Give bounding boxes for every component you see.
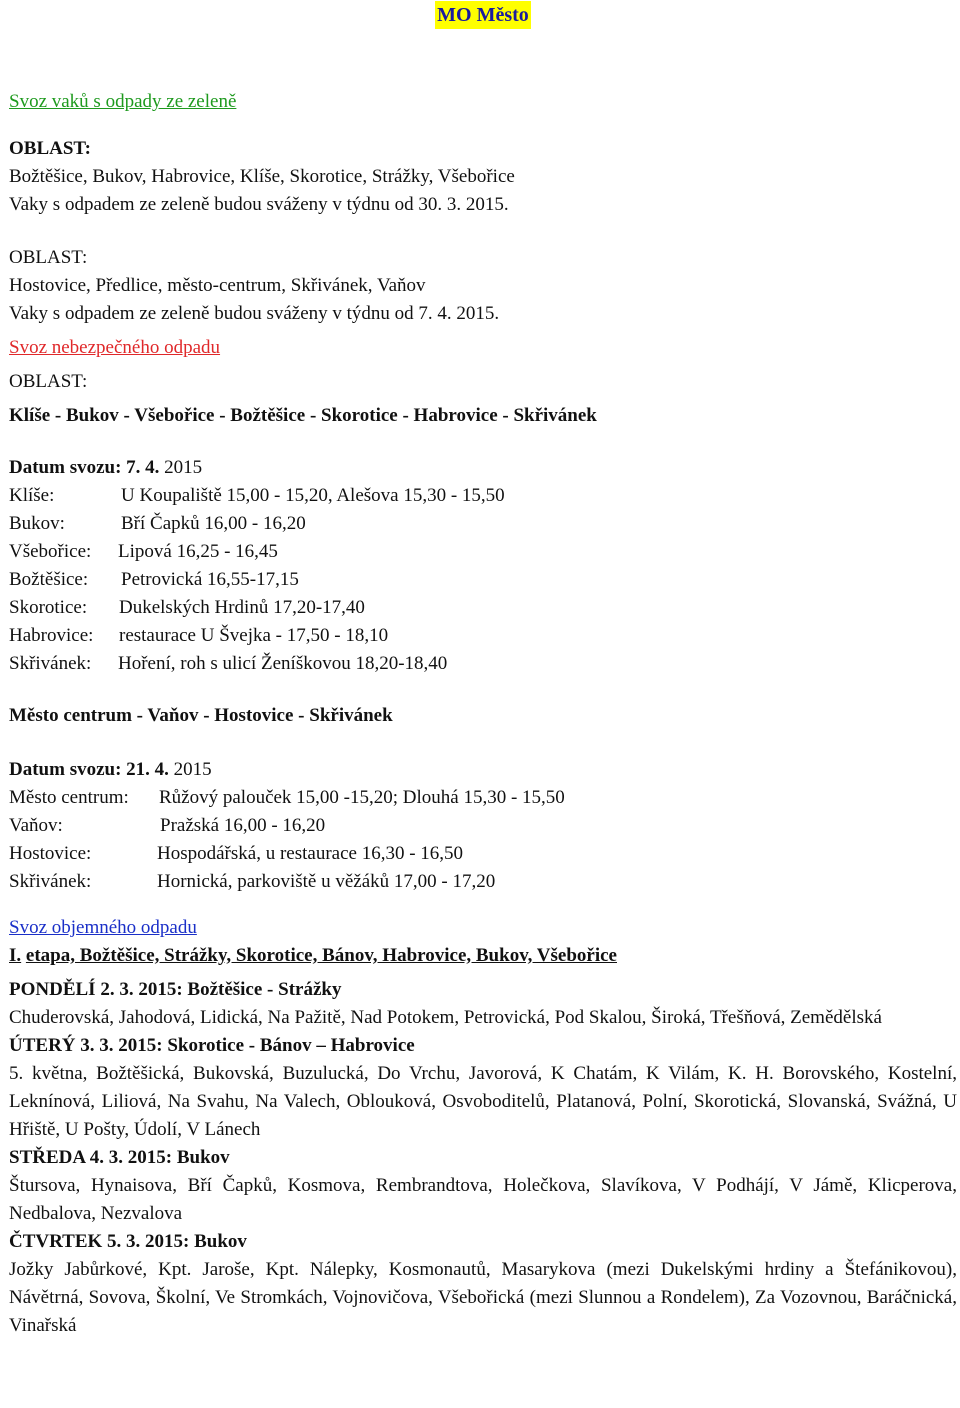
stop-detail: restaurace U Švejka - 17,50 - 18,10 — [119, 625, 389, 646]
stage-text: etapa, Božtěšice, Strážky, Skorotice, Bánov, Habrovice, Bukov, Všebořice — [25, 945, 617, 966]
stop-place: Všebořice: — [9, 541, 92, 562]
area-label: OBLAST: — [9, 138, 92, 159]
stop-detail: Hospodářská, u restaurace 16,30 - 16,50 — [157, 843, 464, 864]
stop-detail: U Koupaliště 15,00 - 15,20, Alešova 15,30 - 15,50 — [121, 485, 505, 506]
page-title: MO Město — [435, 1, 531, 29]
stop-place: Hostovice: — [9, 843, 92, 864]
stop-detail: Dukelských Hrdinů 17,20-17,40 — [119, 597, 365, 618]
day-title: PONDĚLÍ 2. 3. 2015: Božtěšice - Strážky — [9, 979, 342, 1000]
stop-place: Vaňov: — [9, 815, 63, 836]
stop-row — [9, 650, 957, 678]
stop-place: Skorotice: — [9, 597, 88, 618]
stop-row — [9, 840, 957, 868]
stop-detail: Pražská 16,00 - 16,20 — [160, 815, 326, 836]
collection-date — [9, 756, 957, 784]
stop-place: Skřivánek: — [9, 653, 92, 674]
green-waste-heading: Svoz vaků s odpady ze zeleně — [9, 91, 237, 112]
stop-place: Skřivánek: — [9, 871, 92, 892]
area-places: Božtěšice, Bukov, Habrovice, Klíše, Skorotice, Strážky, Všebořice — [9, 166, 515, 187]
day-streets: 5. května, Božtěšická, Bukovská, Buzulucká, Do Vrchu, Javorová, K Chatám, K Vilám, K. H. Borovského, Kostelní, Leknínová, Liliová, Na Svahu, Na Valech, Oblouková, Osvoboditelů, Platanová, Polní, Skorotická, Slovanská, Svážná, U Hřiště, U Pošty, Údolí, V Lánech — [9, 1063, 957, 1140]
day-title: STŘEDA 4. 3. 2015: Bukov — [9, 1147, 230, 1168]
day-streets: Chuderovská, Jahodová, Lidická, Na Pažitě, Nad Potokem, Petrovická, Pod Skalou, Široká, Třešňová, Zemědělská — [9, 1007, 882, 1028]
stop-detail: Lipová 16,25 - 16,45 — [118, 541, 278, 562]
stop-detail: Petrovická 16,55-17,15 — [121, 569, 299, 590]
area-label: OBLAST: — [9, 247, 88, 268]
area-note: Vaky s odpadem ze zeleně budou sváženy v týdnu od 7. 4. 2015. — [9, 303, 500, 324]
title-wrap — [9, 0, 957, 32]
stage-number: I. — [9, 945, 22, 966]
stage-heading — [9, 942, 957, 970]
stop-place: Klíše: — [9, 485, 55, 506]
stop-detail: Růžový palouček 15,00 -15,20; Dlouhá 15,30 - 15,50 — [159, 787, 565, 808]
day-streets: Štursova, Hynaisova, Bří Čapků, Kosmova, Rembrandtova, Holečkova, Slavíkova, V Podhájí, V Jámě, Klicperova, Nedbalova, Nezvalova — [9, 1175, 957, 1224]
area-places: Hostovice, Předlice, město-centrum, Skřivánek, Vaňov — [9, 275, 426, 296]
hazardous-waste-heading: Svoz nebezpečného odpadu — [9, 337, 221, 358]
day-streets: Jožky Jabůrkové, Kpt. Jaroše, Kpt. Nálepky, Kosmonautů, Masarykova (mezi Dukelskými hrdiny a Štefánikovou), Návětrná, Sovova, Školní, Ve Stromkách, Vojnovičova, Všebořická (mezi Slunnou a Rondelem), Za Vozovnou, Baráčnická, Vinařská — [9, 1259, 957, 1336]
stop-row — [9, 510, 957, 538]
area-note: Vaky s odpadem ze zeleně budou sváženy v týdnu od 30. 3. 2015. — [9, 194, 509, 215]
day-title: ČTVRTEK 5. 3. 2015: Bukov — [9, 1231, 247, 1252]
stop-row — [9, 868, 957, 896]
stop-place: Habrovice: — [9, 625, 94, 646]
stop-row — [9, 784, 957, 812]
route-title: Město centrum - Vaňov - Hostovice - Skřivánek — [9, 705, 393, 726]
day-title: ÚTERÝ 3. 3. 2015: Skorotice - Bánov – Habrovice — [9, 1035, 415, 1056]
date-year: 2015 — [168, 759, 212, 780]
stop-row — [9, 594, 957, 622]
date-label: Datum svozu: 7. 4. — [9, 457, 160, 478]
stop-row — [9, 482, 957, 510]
stop-row — [9, 812, 957, 840]
route-title: Klíše - Bukov - Všebořice - Božtěšice - Skorotice - Habrovice - Skřivánek — [9, 405, 597, 426]
stop-row — [9, 566, 957, 594]
document-page — [9, 0, 957, 1340]
stop-detail: Bří Čapků 16,00 - 16,20 — [121, 513, 306, 534]
date-year: 2015 — [159, 457, 203, 478]
stop-row — [9, 622, 957, 650]
bulky-waste-heading: Svoz objemného odpadu — [9, 917, 197, 938]
stop-detail: Hoření, roh s ulicí Ženíškovou 18,20-18,40 — [118, 653, 448, 674]
area-label: OBLAST: — [9, 371, 88, 392]
stop-row — [9, 538, 957, 566]
stop-place: Božtěšice: — [9, 569, 89, 590]
stop-detail: Hornická, parkoviště u věžáků 17,00 - 17,20 — [157, 871, 496, 892]
stop-place: Bukov: — [9, 513, 65, 534]
stop-place: Město centrum: — [9, 787, 129, 808]
date-label: Datum svozu: 21. 4. — [9, 759, 169, 780]
collection-date — [9, 454, 957, 482]
